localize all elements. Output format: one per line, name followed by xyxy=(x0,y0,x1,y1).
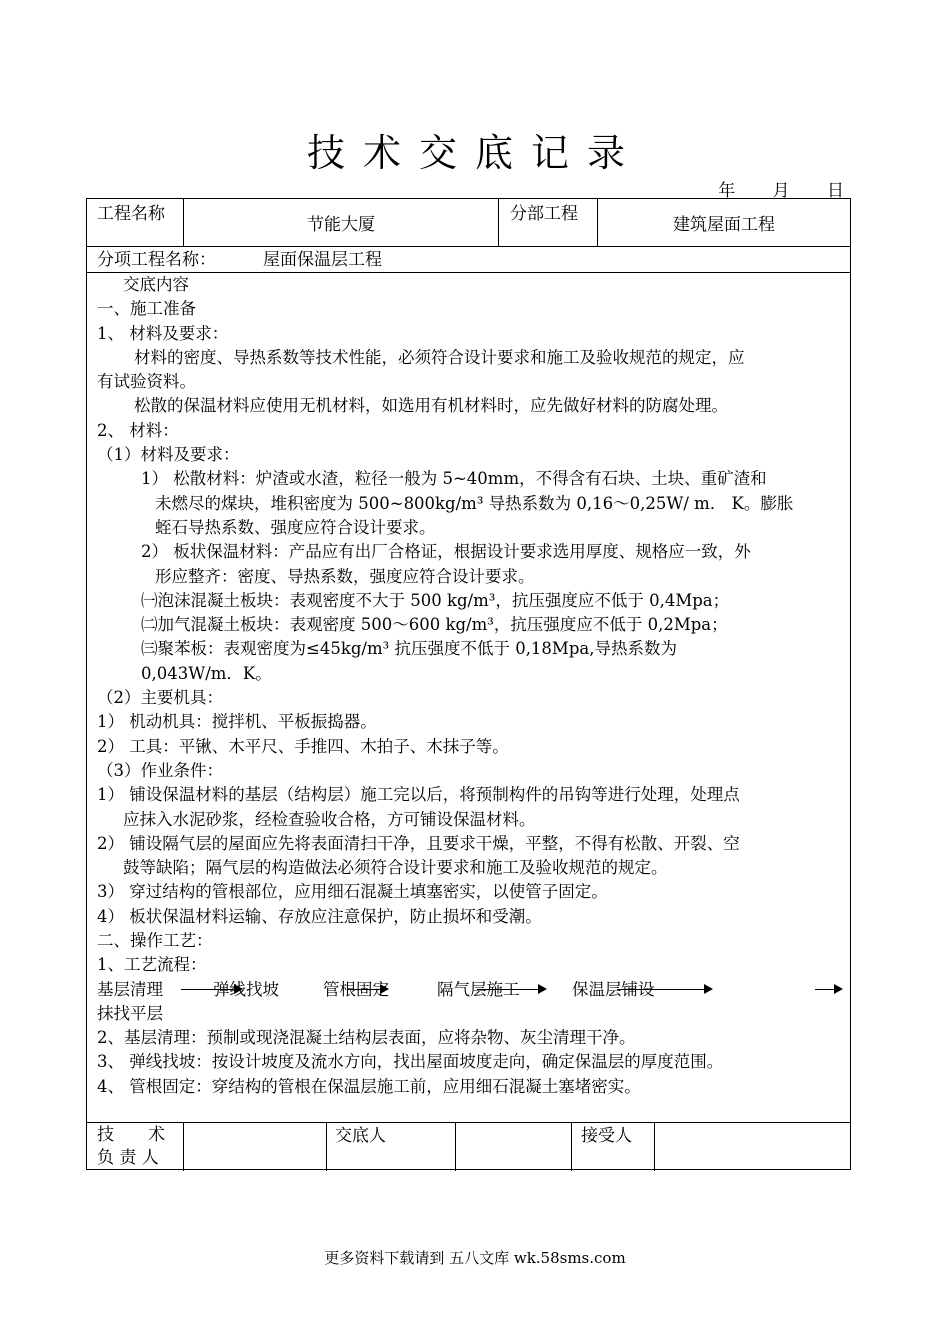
subsection-heading: 2、 材料： xyxy=(97,420,179,440)
list-item: 1） 铺设保温材料的基层（结构层）施工完以后，将预制构件的吊钩等进行处理，处理点 xyxy=(97,785,740,805)
list-item: 1） 松散材料：炉渣或水渣，粒径一般为 5~40mm，不得含有石块、土块、重矿渣和 xyxy=(141,469,767,489)
flow-step: 弹线找坡 xyxy=(213,979,279,999)
subsection-heading: （3）作业条件： xyxy=(97,760,223,780)
list-item: ㈢聚苯板：表观密度为≤45kg/m³ 抗压强度不低于 0,18Mpa,导热系数为 xyxy=(141,639,677,659)
content-body xyxy=(97,273,845,1099)
flow-arrow-icon xyxy=(815,989,841,990)
footer-note: 更多资料下载请到 五八文库 wk.58sms.com xyxy=(324,1249,626,1267)
list-item-cont: 形应整齐：密度、导热系数，强度应符合设计要求。 xyxy=(155,566,535,586)
section-heading: 二、操作工艺： xyxy=(97,931,213,951)
list-item: 2） 工具：平锹、木平尺、手推四、木拍子、木抹子等。 xyxy=(97,736,509,756)
list-item: 3） 穿过结构的管根部位，应用细石混凝土填塞密实，以使管子固定。 xyxy=(97,882,608,902)
subsection-heading: （2）主要机具： xyxy=(97,688,223,708)
tech-lead-label xyxy=(97,1124,177,1170)
paragraph-line: 材料的密度、导热系数等技术性能，必须符合设计要求和施工及验收规范的规定，应 xyxy=(134,347,745,367)
flow-step: 管根固定 xyxy=(323,979,389,999)
list-item-cont: 蛭石导热系数、强度应符合设计要求。 xyxy=(155,517,436,537)
subitem-label: 分项工程名称： xyxy=(97,250,216,270)
list-item-cont: 0,043W/m．K。 xyxy=(141,663,272,683)
flow-arrow-icon xyxy=(477,989,545,990)
flow-step: 保温层铺设 xyxy=(572,979,655,999)
subsection-heading: 1、 材料及要求： xyxy=(97,323,229,343)
list-item: ㈠泡沫混凝土板块：表观密度不大于 500 kg/m³，抗压强度应不低于 0,4Mpa； xyxy=(141,590,730,610)
flow-arrow-icon xyxy=(617,989,711,990)
list-item: 2） 板状保温材料：产品应有出厂合格证，根据设计要求选用厚度、规格应一致，外 xyxy=(141,542,751,562)
col-divider xyxy=(183,1122,184,1171)
col-divider xyxy=(455,1122,456,1171)
receiver-label: 接受人 xyxy=(581,1126,632,1146)
row-divider xyxy=(87,246,850,247)
subsection-heading: 1、工艺流程： xyxy=(97,955,207,975)
paragraph-line: 4、 管根固定：穿结构的管根在保温层施工前，应用细石混凝土塞堵密实。 xyxy=(97,1076,641,1096)
list-item: 2） 铺设隔气层的屋面应先将表面清扫干净，且要求干燥，平整，不得有松散、开裂、空 xyxy=(97,833,740,853)
section-heading: 一、施工准备 xyxy=(97,299,196,319)
project-name-label: 工程名称 xyxy=(97,204,165,224)
flow-arrow-icon xyxy=(347,989,387,990)
date-year: 年 xyxy=(718,181,736,201)
tech-lead-label-line2: 负 责 人 xyxy=(97,1148,159,1168)
col-divider xyxy=(326,1122,327,1171)
date-month: 月 xyxy=(772,181,790,201)
list-item-cont: 未燃尽的煤块，堆积密度为 500~800kg/m³ 导热系数为 0,16～0,25W/ m． K。膨胀 xyxy=(155,493,794,513)
row-divider xyxy=(87,1122,850,1123)
flow-last-step: 抹找平层 xyxy=(97,1003,163,1023)
paragraph-line: 3、 弹线找坡：按设计坡度及流水方向，找出屋面坡度走向，确定保温层的厚度范围。 xyxy=(97,1052,724,1072)
list-item-cont: 鼓等缺陷；隔气层的构造做法必须符合设计要求和施工及验收规范的规定。 xyxy=(123,858,668,878)
flow-step: 基层清理 xyxy=(97,979,163,999)
col-divider xyxy=(498,199,499,246)
presenter-label: 交底人 xyxy=(335,1126,386,1146)
process-flow xyxy=(97,978,845,1002)
subitem-value: 屋面保温层工程 xyxy=(263,250,382,270)
list-item-cont: 应抹入水泥砂浆，经检查验收合格，方可铺设保温材料。 xyxy=(123,809,536,829)
date-day: 日 xyxy=(827,181,844,201)
division-value: 建筑屋面工程 xyxy=(673,215,775,235)
paragraph-line: 松散的保温材料应使用无机材料，如选用有机材料时，应先做好材料的防腐处理。 xyxy=(134,396,728,416)
list-item: 1） 机动机具：搅拌机、平板振捣器。 xyxy=(97,712,377,732)
division-label: 分部工程 xyxy=(510,204,578,224)
page-title: 技术交底记录 xyxy=(306,131,643,175)
tech-lead-label-line1: 技 术 xyxy=(97,1125,165,1145)
list-item: ㈡加气混凝土板块：表观密度 500～600 kg/m³，抗压强度应不低于 0,2Mpa； xyxy=(141,615,728,635)
subsection-heading: （1）材料及要求： xyxy=(97,445,240,465)
record-table xyxy=(86,198,851,1170)
paragraph-line: 有试验资料。 xyxy=(97,372,196,392)
flow-step: 隔气层施工 xyxy=(437,979,520,999)
project-name-value: 节能大厦 xyxy=(307,215,375,235)
col-divider xyxy=(571,1122,572,1171)
content-heading: 交底内容 xyxy=(123,275,189,294)
col-divider xyxy=(654,1122,655,1171)
paragraph-line: 2、基层清理：预制或现浇混凝土结构层表面，应将杂物、灰尘清理干净。 xyxy=(97,1027,636,1047)
list-item: 4） 板状保温材料运输、存放应注意保护，防止损坏和受潮。 xyxy=(97,906,542,926)
